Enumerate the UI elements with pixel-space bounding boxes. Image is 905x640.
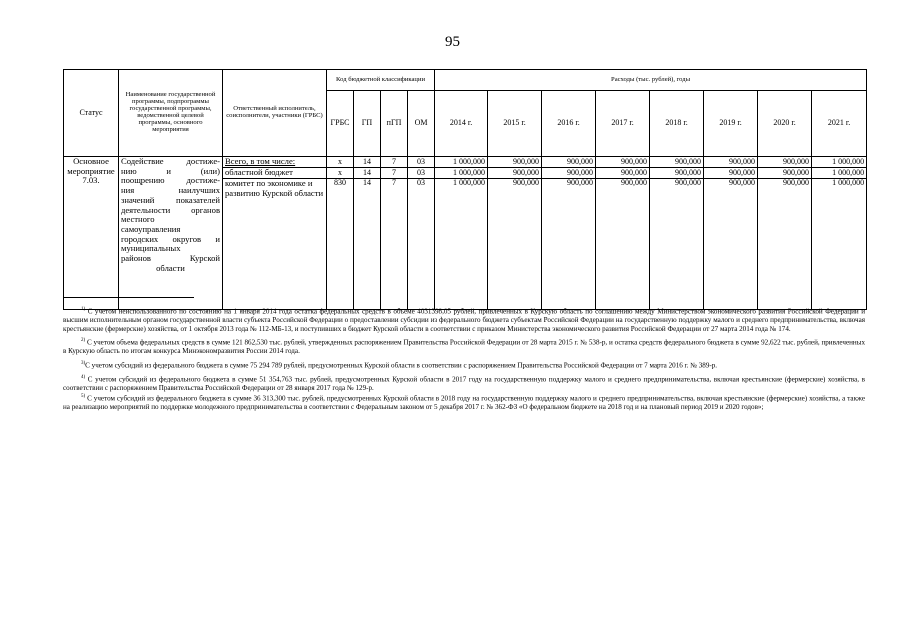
header-year-2018: 2018 г.: [650, 91, 704, 157]
header-budget-codes: Код бюджетной классификации: [327, 70, 435, 91]
footnote-text: С учетом субсидий из федерального бюджета в сумме 51 354,763 тыс. рублей, предусмотренных Курской области в 2017 году на государственную поддержку малого и среднего предпринимательства, включая крестьянские (фермерские) хозяйства, в соответствии с распоряжением Правительства Российской Федерации от 28 января 2017 года № 129-р.: [63, 375, 865, 392]
value-cell: 900,000: [758, 168, 812, 179]
footnote-mark: 2): [81, 338, 86, 344]
responsible-cell: комитет по экономике и развитию Курской области: [223, 179, 327, 310]
value-cell: 1 000,000: [435, 157, 488, 168]
header-year-2016: 2016 г.: [542, 91, 596, 157]
value-cell: 1 000,000: [812, 157, 867, 168]
value-cell: 1 000,000: [812, 179, 867, 310]
footnote-text: С учетом объема федеральных средств в сумме 121 862,530 тыс. рублей, утвержденных распоряжением Правительства Российской Федерации от 28 марта 2015 г. № 538-р, и остатка средств федерального бюджета в сумме 92,622 тыс. рублей, привлеченных в Курскую область по итогам конкурса Минэкономразвития России 2014 года.: [63, 338, 865, 356]
code-cell: 14: [354, 179, 381, 310]
code-cell: 14: [354, 168, 381, 179]
code-cell: 03: [408, 157, 435, 168]
value-cell: 900,000: [542, 168, 596, 179]
responsible-cell: областной бюджет: [223, 168, 327, 179]
header-code-gp: ГП: [354, 91, 381, 157]
footnote-mark: 1): [81, 307, 86, 312]
value-cell: 900,000: [704, 179, 758, 310]
header-code-om: ОМ: [408, 91, 435, 157]
value-cell: 1 000,000: [812, 168, 867, 179]
page-number: 95: [445, 34, 460, 50]
code-cell: 14: [354, 157, 381, 168]
value-cell: 900,000: [596, 157, 650, 168]
header-code-grbs: ГРБС: [327, 91, 354, 157]
header-year-2017: 2017 г.: [596, 91, 650, 157]
code-cell: 830: [327, 179, 354, 310]
value-cell: 900,000: [650, 168, 704, 179]
code-cell: x: [327, 157, 354, 168]
footnote-mark: 5): [81, 393, 86, 399]
footnote-text: С учетом неиспользованного по состоянию на 1 января 2014 года остатка федеральных средств в объеме 4031398,05 рублей, привлеченных в Курскую область по соглашению между Министерством экономического развития Российской Федерации и высшим исполнительным органом государственной власти субъекта Российской Федерации о предоставлении субсидии из федерального бюджета субъектам Российской Федерации на государственную поддержку малого и среднего предпринимательства, включая крестьянские (фермерские) хозяйства, от 1 октября 2013 года № 112-МБ-13, и поступивших в бюджет Курской области в соответствии с приказом Министерства экономического развития Российской Федерации от 27 марта 2014 года № 174.: [63, 307, 865, 333]
measure-name-cell: Содействие достиже- нию и (или) поощрению достиже- ния наилучших значений показателей деятельности органов местного самоуправления городских округов и муниципальных районов Курской области: [119, 157, 223, 310]
value-cell: 900,000: [650, 179, 704, 310]
header-year-2014: 2014 г.: [435, 91, 488, 157]
header-year-2020: 2020 г.: [758, 91, 812, 157]
header-status: Статус: [64, 70, 119, 157]
value-cell: 900,000: [758, 179, 812, 310]
value-cell: 900,000: [542, 179, 596, 310]
footnote: [63, 394, 865, 412]
value-cell: 900,000: [488, 168, 542, 179]
header-year-2021: 2021 г.: [812, 91, 867, 157]
code-cell: 03: [408, 179, 435, 310]
header-expenses: Расходы (тыс. рублей), годы: [435, 70, 867, 91]
footnote-mark: 4): [81, 374, 86, 380]
value-cell: 900,000: [488, 157, 542, 168]
header-responsible: Ответственный исполнитель, соисполнители, участники (ГРБС): [223, 70, 327, 157]
footnote-text: С учетом субсидий из федерального бюджета в сумме 75 294 789 рублей, предусмотренных Курской области в соответствии с распоряжением Правительства Российской Федерации от 7 марта 2016 г. № 389-р.: [85, 361, 718, 370]
header-code-pgp: пГП: [381, 91, 408, 157]
value-cell: 900,000: [758, 157, 812, 168]
value-cell: 900,000: [542, 157, 596, 168]
footnote: [63, 361, 865, 370]
budget-table: [63, 69, 867, 310]
value-cell: 900,000: [650, 157, 704, 168]
value-cell: 1 000,000: [435, 168, 488, 179]
code-cell: 7: [381, 179, 408, 310]
table-row-total: [64, 157, 867, 168]
footnote-text: С учетом субсидий из федерального бюджета в сумме 36 313,300 тыс. рублей, предусмотренных Курской области в 2018 году на государственную поддержку малого и среднего предпринимательства, включая крестьянские (фермерские) хозяйства, а также на реализацию мероприятий по поддержке молодежного предпринимательства в соответствии с Федеральным законом от 5 декабря 2017 г. № 362-ФЗ «О федеральном бюджете на 2018 год и на плановый период 2019 и 2020 годов»;: [63, 393, 865, 411]
header-year-2015: 2015 г.: [488, 91, 542, 157]
footnote: [63, 375, 865, 393]
code-cell: 7: [381, 157, 408, 168]
footnote-divider: [64, 297, 194, 298]
value-cell: 900,000: [596, 168, 650, 179]
header-year-2019: 2019 г.: [704, 91, 758, 157]
value-cell: 900,000: [488, 179, 542, 310]
responsible-cell: Всего, в том числе:: [223, 157, 327, 168]
value-cell: 900,000: [704, 168, 758, 179]
code-cell: 03: [408, 168, 435, 179]
footnotes: [63, 307, 865, 416]
footnote: [63, 307, 865, 333]
value-cell: 1 000,000: [435, 179, 488, 310]
status-cell: Основное мероприятие 7.03.: [64, 157, 119, 310]
code-cell: x: [327, 168, 354, 179]
value-cell: 900,000: [596, 179, 650, 310]
code-cell: 7: [381, 168, 408, 179]
value-cell: 900,000: [704, 157, 758, 168]
footnote-mark: 3): [81, 360, 86, 366]
footnote: [63, 338, 865, 356]
header-name: Наименование государственной программы, подпрограммы государственной программы, ведомственной целевой программы, основного мероприятия: [119, 70, 223, 157]
